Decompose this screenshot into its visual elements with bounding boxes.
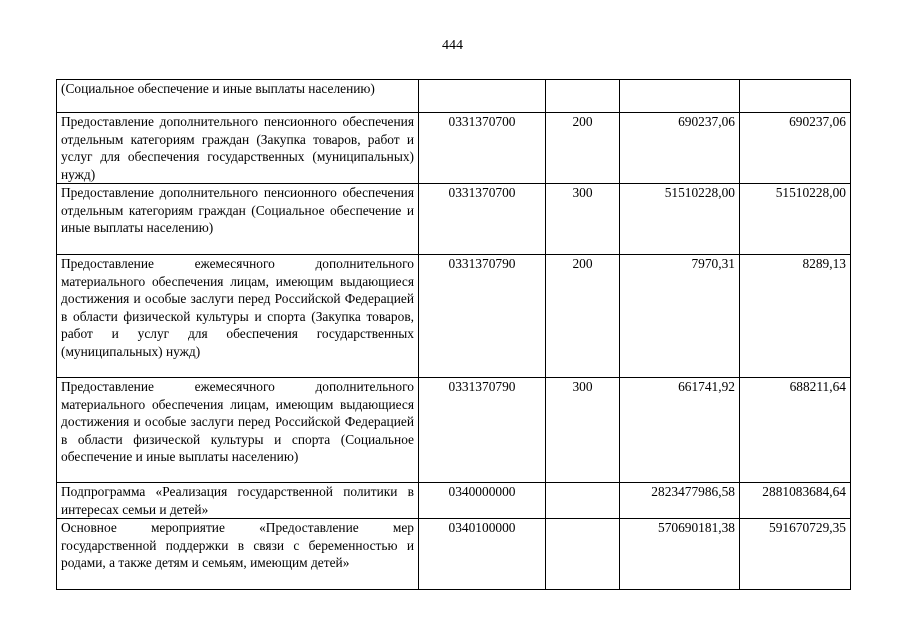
row-type-cell: 200: [546, 113, 620, 184]
row-amount-1-cell: 661741,92: [620, 378, 740, 483]
row-amount-1-cell: 51510228,00: [620, 184, 740, 255]
row-name-cell: Предоставление ежемесячного дополнительного материального обеспечения лицам, имеющим выдающиеся достижения и особые заслуги перед Российской Федерацией в области физической культуры и спорта (Закупка товаров, работ и услуг для обеспечения государственных (муниципальных) нужд): [57, 255, 419, 378]
row-amount-2-cell: 690237,06: [740, 113, 851, 184]
table-row: [57, 483, 851, 519]
row-amount-1-cell: 7970,31: [620, 255, 740, 378]
row-name-cell: Предоставление дополнительного пенсионного обеспечения отдельным категориям граждан (Социальное обеспечение и иные выплаты населению): [57, 184, 419, 255]
row-amount-1-cell: 690237,06: [620, 113, 740, 184]
row-amount-2-cell: 2881083684,64: [740, 483, 851, 519]
row-code-cell: 0331370700: [419, 184, 546, 255]
row-amount-1-cell: 2823477986,58: [620, 483, 740, 519]
row-amount-2-cell: 51510228,00: [740, 184, 851, 255]
row-name-cell: Подпрограмма «Реализация государственной политики в интересах семьи и детей»: [57, 483, 419, 519]
table-row: [57, 378, 851, 483]
row-amount-2-cell: 688211,64: [740, 378, 851, 483]
row-type-cell: [546, 519, 620, 590]
table-row: [57, 255, 851, 378]
row-amount-2-cell: 8289,13: [740, 255, 851, 378]
row-type-cell: [546, 483, 620, 519]
row-type-cell: 300: [546, 378, 620, 483]
row-type-cell: 300: [546, 184, 620, 255]
row-code-cell: 0340100000: [419, 519, 546, 590]
table-row: [57, 80, 851, 113]
table-row: [57, 113, 851, 184]
row-type-cell: 200: [546, 255, 620, 378]
row-code-cell: 0331370790: [419, 255, 546, 378]
row-type-cell: [546, 80, 620, 113]
row-amount-1-cell: 570690181,38: [620, 519, 740, 590]
row-name-cell: (Социальное обеспечение и иные выплаты населению): [57, 80, 419, 113]
row-name-cell: Основное мероприятие «Предоставление мер государственной поддержки в связи с беременностью и родами, а также детям и семьям, имеющим детей»: [57, 519, 419, 590]
row-code-cell: 0331370700: [419, 113, 546, 184]
row-name-cell: Предоставление ежемесячного дополнительного материального обеспечения лицам, имеющим выдающиеся достижения и особые заслуги перед Российской Федерацией в области физической культуры и спорта (Социальное обеспечение и иные выплаты населению): [57, 378, 419, 483]
row-amount-2-cell: 591670729,35: [740, 519, 851, 590]
page-number: 444: [442, 38, 463, 53]
row-name-cell: Предоставление дополнительного пенсионного обеспечения отдельным категориям граждан (Закупка товаров, работ и услуг для обеспечения государственных (муниципальных) нужд): [57, 113, 419, 184]
table-row: [57, 519, 851, 590]
row-code-cell: [419, 80, 546, 113]
row-amount-1-cell: [620, 80, 740, 113]
row-code-cell: 0340000000: [419, 483, 546, 519]
row-code-cell: 0331370790: [419, 378, 546, 483]
row-amount-2-cell: [740, 80, 851, 113]
table-row: [57, 184, 851, 255]
budget-table: [56, 79, 851, 590]
